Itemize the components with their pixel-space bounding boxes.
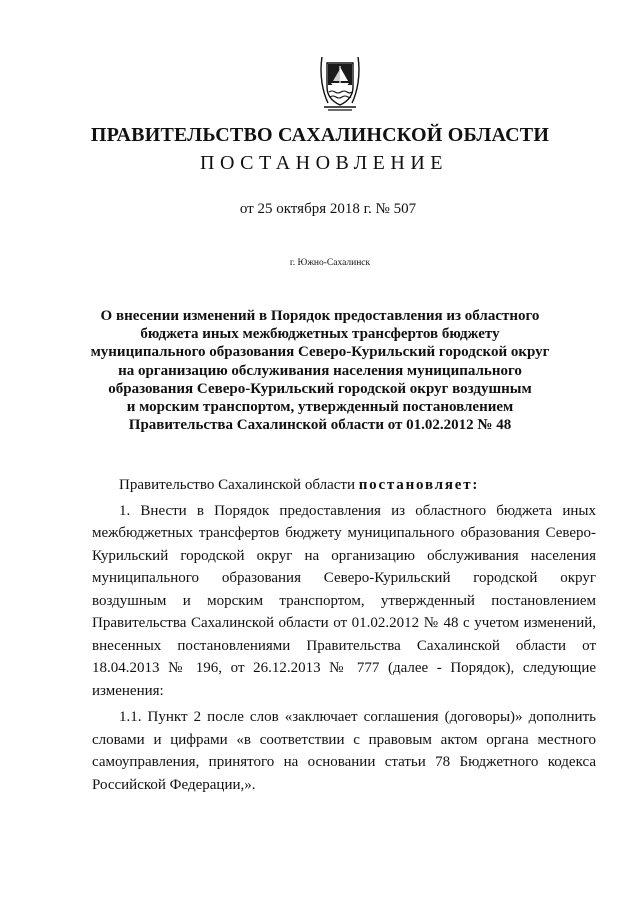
coat-of-arms-icon	[318, 55, 362, 113]
intro-text: Правительство Сахалинской области	[119, 477, 359, 493]
document-date-number: от 25 октября 2018 г. № 507	[239, 201, 417, 217]
paragraph-1: 1. Внести в Порядок предоставления из областного бюджета иных межбюджетных трансфертов бюджету муниципального образования Северо-Курильский городской округ на организацию обслуживания населения муниципального образования Северо-Курильский городской округ воздушным и морским транспортом, утвержденный постановлением Правительства Сахалинской области от 01.02.2012 № 48 с учетом изменений, внесенных постановлениями Правительства Сахалинской области от 18.04.2013 № 196, от 26.12.2013 № 777 (далее - Порядок), следующие изменения:	[92, 502, 596, 699]
document-subject	[0, 307, 640, 434]
subject-line: муниципального образования Северо-Курильский городской округ	[90, 344, 550, 361]
subject-line: бюджета иных межбюджетных трансфертов бюджету	[140, 326, 500, 343]
subject-line: Правительства Сахалинской области от 01.02.2012 № 48	[128, 417, 512, 434]
paragraph-1-1: 1.1. Пункт 2 после слов «заключает соглашения (договоры)» дополнить словами и цифрами «в соответствии с правовым актом органа местного самоуправления, принятого на основании статьи 78 Бюджетного кодекса Российской Федерации,».	[92, 709, 596, 793]
subject-line: на организацию обслуживания населения муниципального	[118, 362, 522, 379]
document-type: ПОСТАНОВЛЕНИЕ	[200, 152, 448, 174]
document-body	[92, 474, 596, 800]
subject-line: образования Северо-Курильский городской округ воздушным	[108, 380, 532, 397]
intro-paragraph	[92, 474, 596, 497]
subject-line: О внесении изменений в Порядок предоставления из областного	[100, 308, 540, 324]
intro-verb: постановляет:	[358, 477, 480, 493]
subject-line: и морским транспортом, утвержденный постановлением	[126, 399, 514, 416]
document-city: г. Южно-Сахалинск	[289, 258, 371, 268]
government-title: ПРАВИТЕЛЬСТВО САХАЛИНСКОЙ ОБЛАСТИ	[90, 124, 550, 146]
